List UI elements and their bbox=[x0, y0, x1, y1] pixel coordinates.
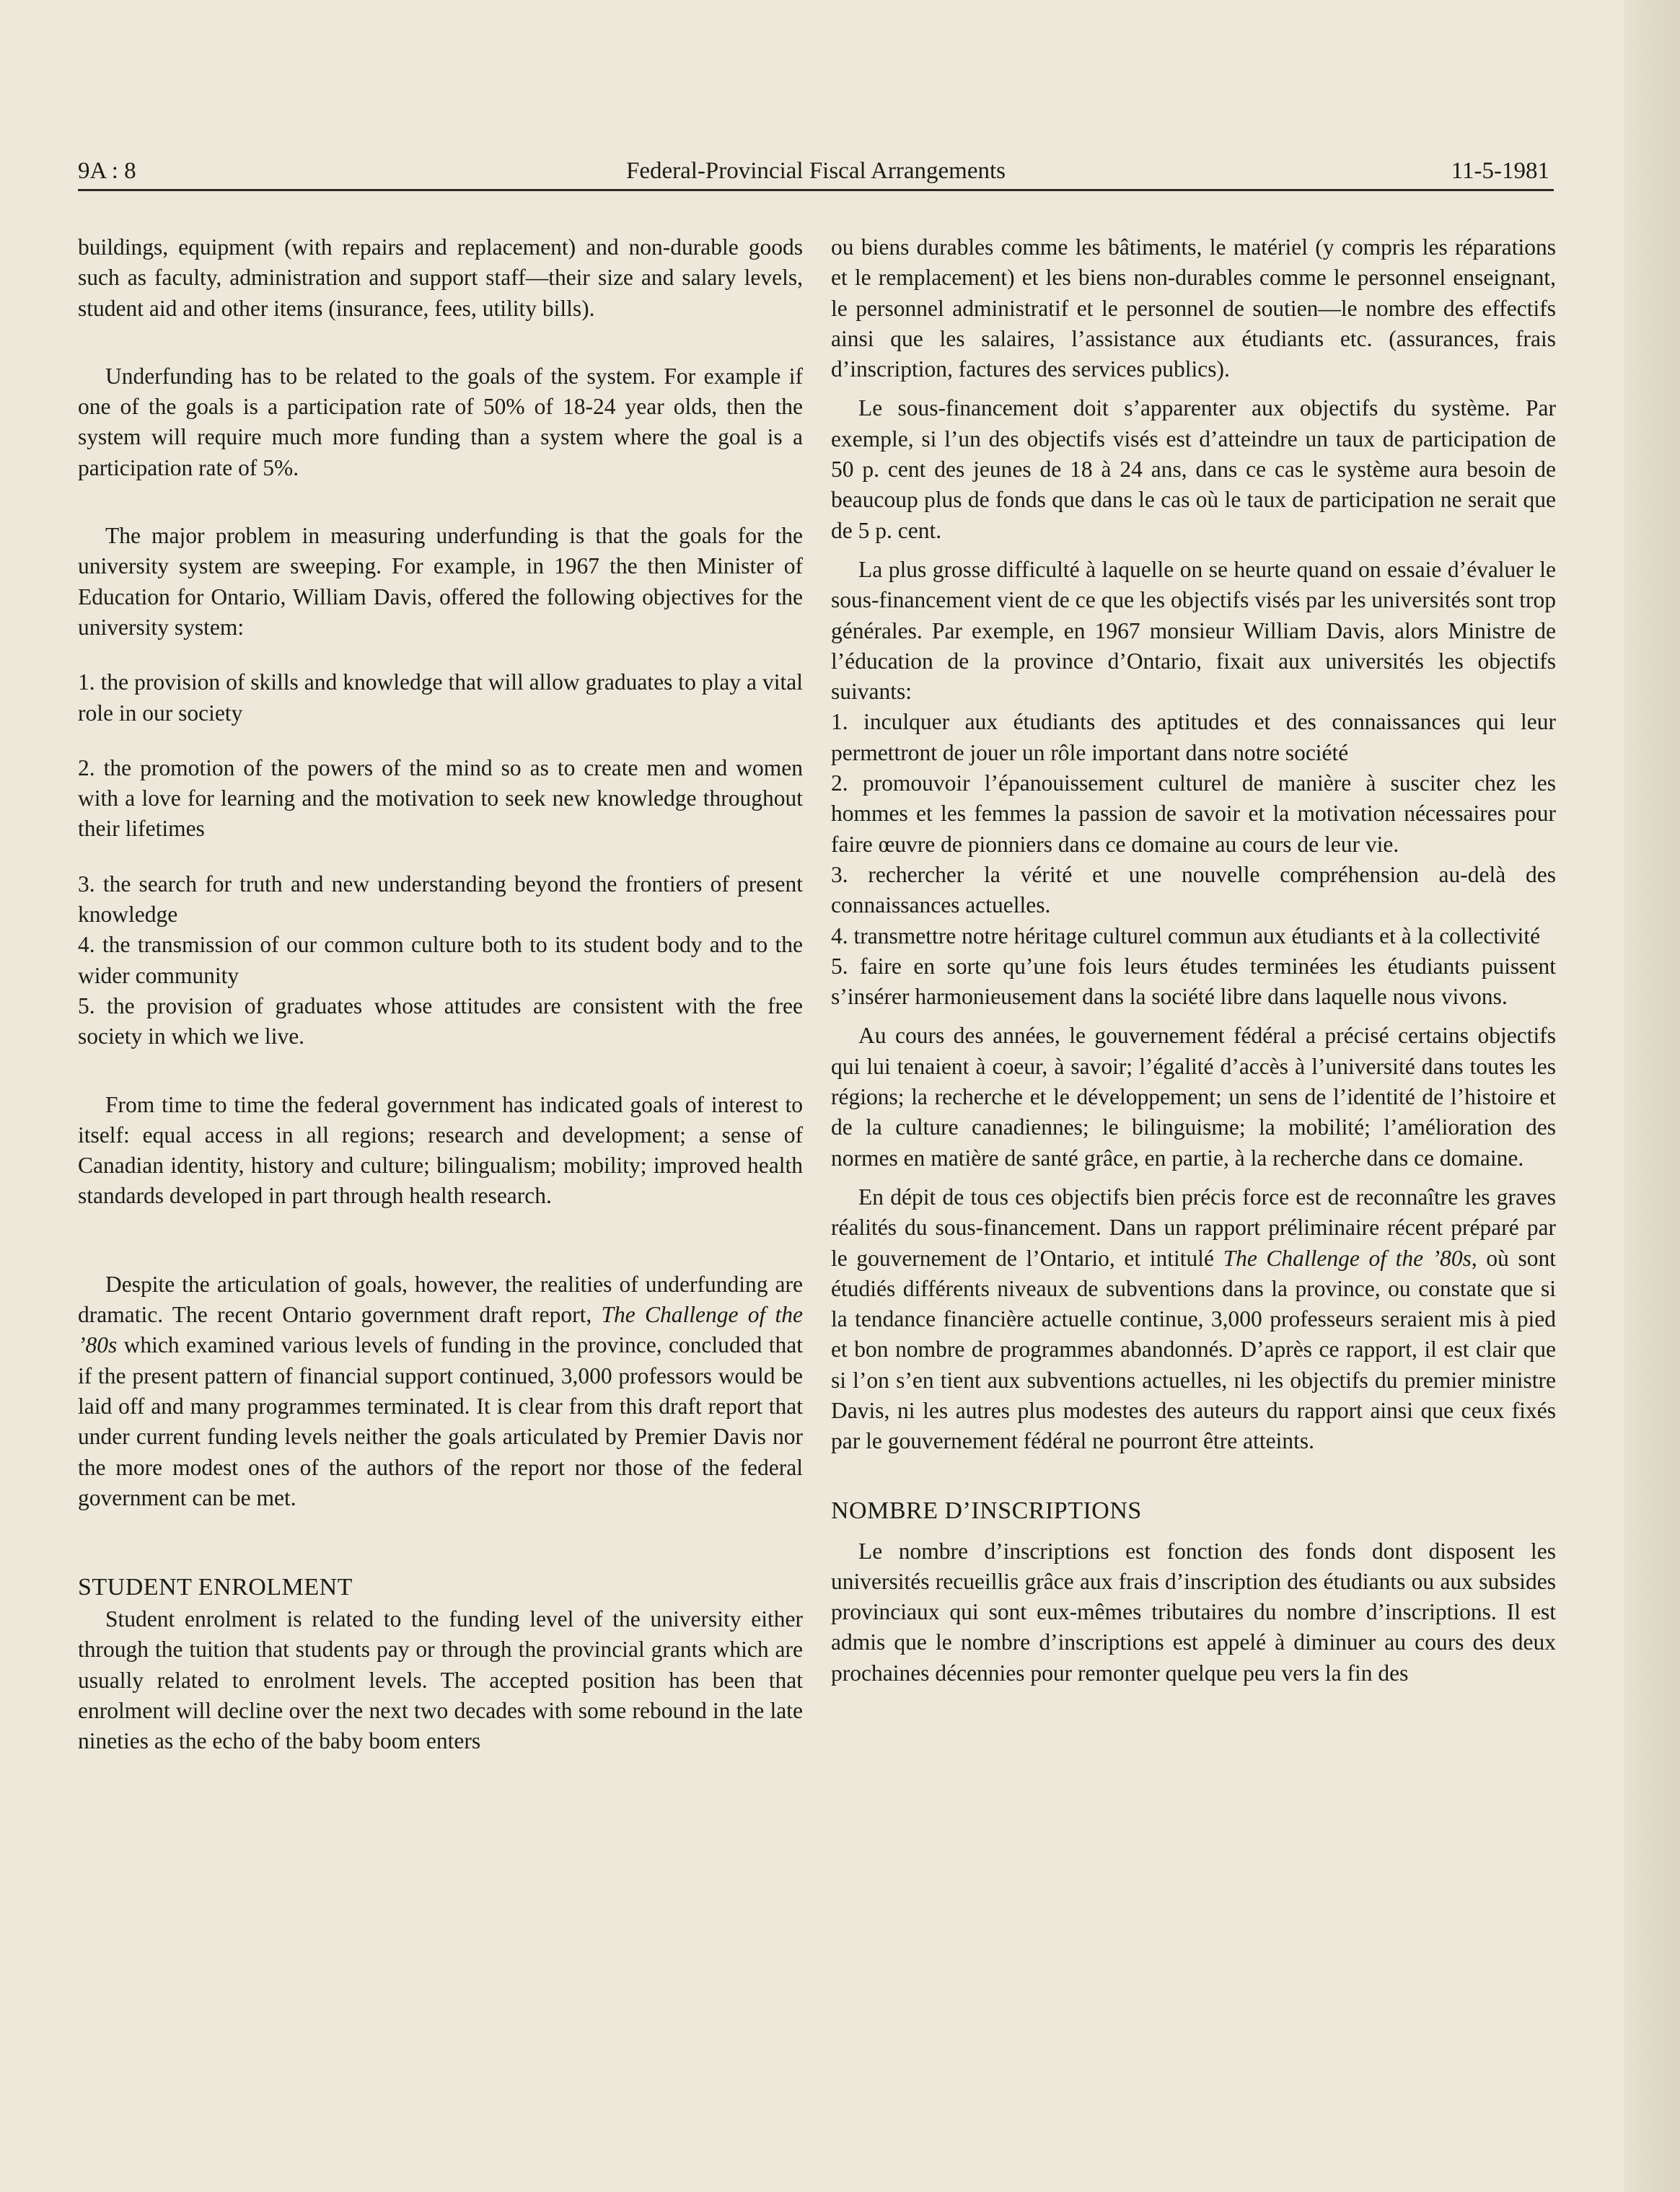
en-paragraph-3: The major problem in measuring underfunding is that the goals for the university system are sweeping. For example, in 1967 the then Minister of Education for Ontario, William Davis, offered the following objectives for the university system: bbox=[78, 523, 803, 640]
en-paragraph-6: Student enrolment is related to the funding level of the university either through the tuition that students pay or through the provincial grants which are usually related to enrolment levels. The accepted position has been that enrolment will decline over the next two decades with some rebound in the late nineties as the echo of the baby boom enters bbox=[78, 1606, 803, 1754]
en-paragraph-2: Underfunding has to be related to the goals of the system. For example if one of the goals is a participation rate of 50% of 18-24 year olds, then the system will require much more funding than a system where the goal is a participation rate of 5%. bbox=[78, 363, 803, 480]
fr-objective-5: 5. faire en sorte qu’une fois leurs études terminées les étudiants puissent s’insérer harmonieusement dans la société libre dans laquelle nous vivons. bbox=[831, 953, 1556, 1010]
header-title: Federal-Provincial Fiscal Arrangements bbox=[625, 158, 1006, 184]
en-p5-start: Despite the articulation of goals, however, the realities of underfunding are dramatic. The recent Ontario government draft report, bbox=[78, 1271, 803, 1328]
fr-paragraph-1: ou biens durables comme les bâtiments, le matériel (y compris les réparations et le remplacement) et les biens non-durables comme le personnel enseignant, le personnel administratif et le personnel de soutien—le nombre des effectifs ainsi que les salaires, l’assistance aux étudiants etc. (assurances, frais d’inscription, factures des services publics). bbox=[831, 234, 1556, 382]
en-p5-end: which examined various levels of funding in the province, concluded that if the present pattern of financial support continued, 3,000 professors would be laid off and many programmes terminated. It is clear from this draft report that under current funding levels neither the goals articulated by Premier Davis nor the more modest ones of the authors of the report nor those of the federal government can be met. bbox=[78, 1332, 803, 1510]
en-objective-4: 4. the transmission of our common culture both to its student body and to the wider community bbox=[78, 932, 803, 988]
en-paragraph-5 bbox=[78, 1269, 803, 1513]
page-number: 9A : 8 bbox=[78, 158, 136, 184]
fr-objective-3: 3. rechercher la vérité et une nouvelle compréhension au-delà des connaissances actuelles. bbox=[831, 861, 1556, 918]
fr-paragraph-4: Au cours des années, le gouvernement fédéral a précisé certains objectifs qui lui tenaient à coeur, à savoir; l’égalité d’accès à l’université dans toutes les régions; la recherche et le développement; un sens de l’identité de l’histoire et de la culture canadiennes; le bilinguisme; la mobilité; l’amélioration des normes en matière de santé grâce, en partie, à la recherche dans ce domaine. bbox=[831, 1023, 1556, 1171]
en-report-title: The Challenge of the ’80s bbox=[78, 1302, 803, 1358]
fr-paragraph-2: Le sous-financement doit s’apparenter aux objectifs du système. Par exemple, si l’un des objectifs visés est d’atteindre un taux de participation de 50 p. cent des jeunes de 18 à 24 ans, dans ce cas le système aura besoin de beaucoup plus de fonds que dans le cas où le taux de participation ne serait que de 5 p. cent. bbox=[831, 395, 1556, 543]
running-header bbox=[78, 153, 1554, 191]
en-section-heading: STUDENT ENROLMENT bbox=[78, 1574, 353, 1601]
fr-objective-1: 1. inculquer aux étudiants des aptitudes et des connaissances qui leur permettront de jouer un rôle important dans notre société bbox=[831, 709, 1556, 765]
en-objective-5: 5. the provision of graduates whose attitudes are consistent with the free society in which we live. bbox=[78, 992, 803, 1049]
header-date: 11-5-1981 bbox=[1451, 158, 1549, 184]
en-paragraph-1: buildings, equipment (with repairs and replacement) and non-durable goods such as faculty, administration and support staff—their size and salary levels, student aid and other items (insurance, fees, utility bills). bbox=[78, 234, 803, 321]
fr-objective-2: 2. promouvoir l’épanouissement culturel de manière à susciter chez les hommes et les femmes la passion de savoir et la motivation nécessaires pour faire œuvre de pionniers dans ce domaine au cours de leur vie. bbox=[831, 770, 1556, 857]
en-objective-2: 2. the promotion of the powers of the mind so as to create men and women with a love for learning and the motivation to seek new knowledge throughout their lifetimes bbox=[78, 754, 803, 842]
fr-report-title: The Challenge of the ’80s bbox=[1223, 1245, 1472, 1271]
fr-section-heading: NOMBRE D’INSCRIPTIONS bbox=[831, 1497, 1142, 1524]
en-objective-1: 1. the provision of skills and knowledge that will allow graduates to play a vital role in our society bbox=[78, 669, 803, 726]
fr-p5-start: En dépit de tous ces objectifs bien précis force est de reconnaître les graves réalités du sous-financement. Dans un rapport préliminaire récent préparé par le gouvernement de l’Ontario, et intitulé bbox=[831, 1184, 1556, 1271]
fr-paragraph-5 bbox=[831, 1182, 1556, 1457]
fr-paragraph-3: La plus grosse difficulté à laquelle on se heurte quand on essaie d’évaluer le sous-financement vient de ce que les objectifs visés par les universités sont trop générales. Par exemple, en 1967 monsieur William Davis, alors Ministre de l’éducation de la province d’Ontario, fixait aux universités les objectifs suivants: bbox=[831, 556, 1556, 705]
fr-paragraph-6: Le nombre d’inscriptions est fonction des fonds dont disposent les universités recueillis grâce aux frais d’inscription des étudiants ou aux subsides provinciaux qui sont eux-mêmes tributaires du nombre d’inscriptions. Il est admis que le nombre d’inscriptions est appelé à diminuer au cours des deux prochaines décennies pour remonter quelque peu vers la fin des bbox=[831, 1538, 1556, 1686]
french-column bbox=[831, 232, 1556, 1689]
fr-objective-4: 4. transmettre notre héritage culturel commun aux étudiants et à la collectivité bbox=[831, 923, 1541, 948]
en-paragraph-4: From time to time the federal government has indicated goals of interest to itself: equal access in all regions; research and development; a sense of Canadian identity, history and culture; bilingualism; mobility; improved health standards developed in part through health research. bbox=[78, 1091, 803, 1209]
english-column bbox=[78, 232, 803, 1757]
page-edge bbox=[1624, 0, 1680, 2192]
fr-p5-end: , où sont étudiés différents niveaux de subventions dans la province, ou constate que si la tendance financière actuelle continue, 3,000 professeurs seraient mis à pied et bon nombre de programmes abandonnés. D’après ce rapport, il est clair que si l’on s’en tient aux subventions actuelles, ni les objectifs du premier ministre Davis, ni les autres plus modestes des auteurs du rapport ainsi que ceux fixés par le gouvernement fédéral ne pourront être atteints. bbox=[831, 1245, 1557, 1454]
en-objective-3: 3. the search for truth and new understanding beyond the frontiers of present knowledge bbox=[78, 871, 803, 928]
